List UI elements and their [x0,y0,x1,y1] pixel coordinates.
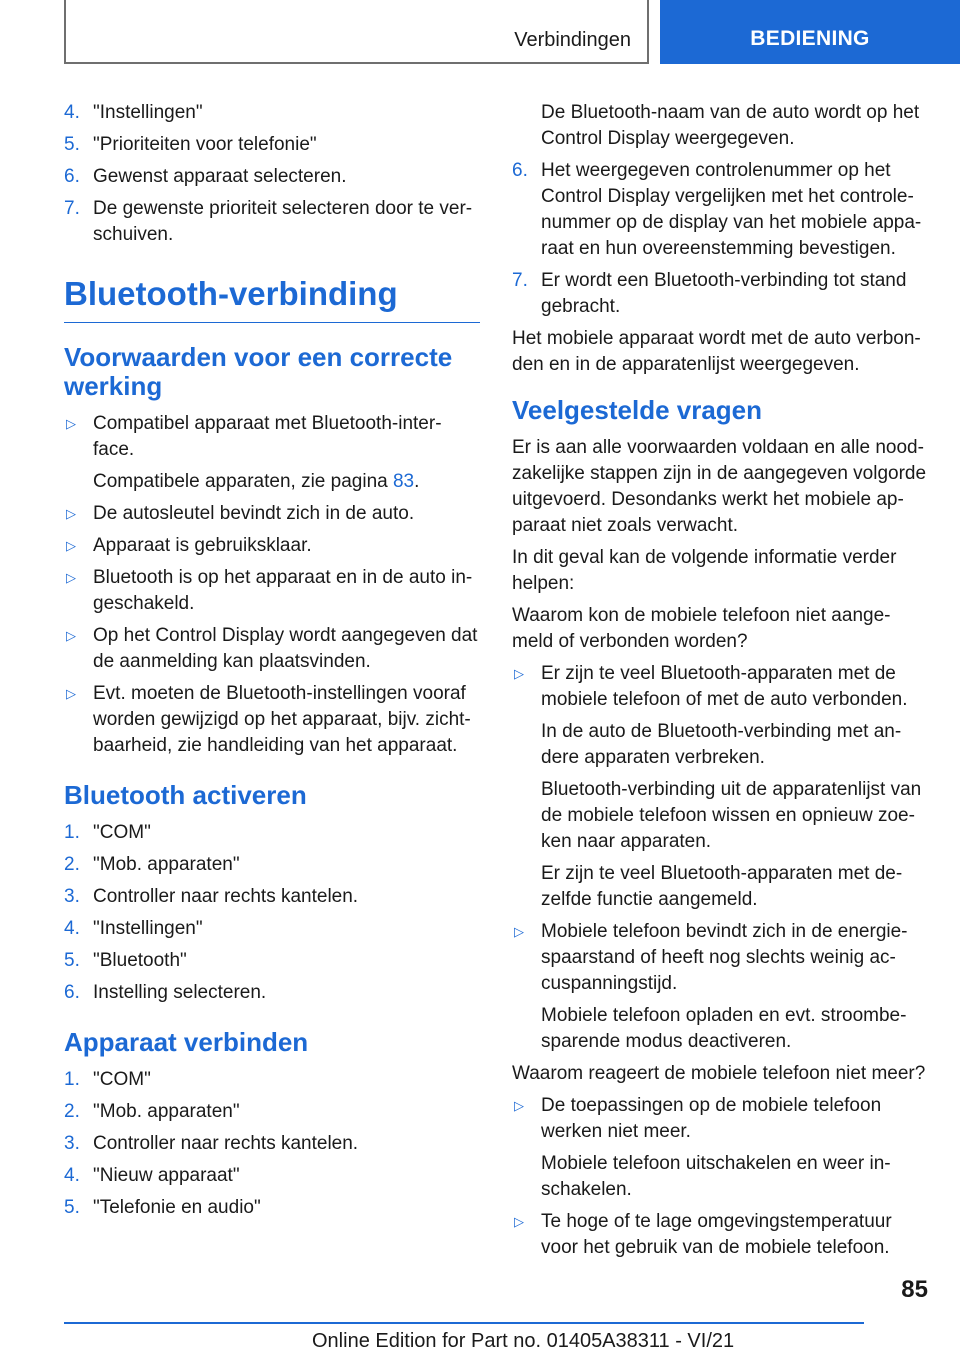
list-item: 3. Controller naar rechts kantelen. [64,1133,359,1154]
page-link[interactable]: 83 [392,471,415,492]
list-item: ▷ Op het Control Display wordt aangegeven dat de aanmelding kan plaatsvinden. [64,623,480,675]
heading-bluetooth-activeren: Bluetooth activeren [64,780,307,810]
list-item: ▷ Bluetooth is op het apparaat en in de auto in-geschakeld. [64,565,480,617]
faq-question: Waarom kon de mobiele telefoon niet aange-meld of verbonden worden? [512,605,891,652]
list-item: 5. "Prioriteiten voor telefonie" [64,134,317,155]
list-item: 1. "COM" [64,1069,151,1090]
bullet-triangle-icon: ▷ [66,538,76,553]
bullet-triangle-icon: ▷ [66,628,76,643]
faq-question: Waarom reageert de mobiele telefoon niet meer? [512,1063,926,1084]
list-item: ▷ De autosleutel bevindt zich in de auto. [64,501,480,527]
heading-bluetooth-verbinding: Bluetooth-verbinding [64,274,480,323]
bullet-triangle-icon: ▷ [514,924,524,939]
footer-divider [64,1322,864,1324]
list-item: ▷ Mobiele telefoon bevindt zich in de energie-spaarstand of heeft nog slechts weinig ac-cuspanningstijd. Mobiele telefoon opladen en evt. stroombe-sparende modus deactiveren. [512,919,928,1055]
bullet-triangle-icon: ▷ [514,1214,524,1229]
bullet-triangle-icon: ▷ [514,666,524,681]
paragraph: In dit geval kan de volgende informatie verder helpen: [512,547,897,594]
list-item: 7. Er wordt een Bluetooth-verbinding tot stand gebracht. [512,270,907,317]
heading-apparaat-verbinden: Apparaat verbinden [64,1027,309,1057]
left-column [64,100,480,1227]
list-item: 2. "Mob. apparaten" [64,1101,240,1122]
page-number: 85 [901,1276,928,1303]
paragraph: Het mobiele apparaat wordt met de auto verbon-den en in de apparatenlijst weergegeven. [512,328,921,375]
footer-edition: Online Edition for Part no. 01405A38311 - VI/21 [312,1330,735,1352]
list-item: ▷ De toepassingen op de mobiele telefoon werken niet meer. Mobiele telefoon uitschakelen en weer in-schakelen. [512,1093,928,1203]
list-item: 6. Instelling selecteren. [64,982,267,1003]
heading-voorwaarden: Voorwaarden voor een correcte werking [64,342,453,401]
list-item: 6. Het weergegeven controlenummer op het Control Display vergelijken met het controle-nummer op de display van het mobiele appa-raat en hun overeenstemming bevestigen. [512,160,922,259]
list-item: ▷ Evt. moeten de Bluetooth-instellingen vooraf worden gewijzigd op het apparaat, bijv. zicht-baarheid, zie handleiding van het apparaat. [64,681,480,759]
bullet-triangle-icon: ▷ [66,686,76,701]
header-section-title: Verbindingen [514,29,631,51]
list-item: ▷ Te hoge of te lage omgevingstemperatuur voor het gebruik van de mobiele telefoon. [512,1209,928,1261]
heading-veelgestelde-vragen: Veelgestelde vragen [512,395,763,425]
list-item: 4. "Instellingen" [64,102,203,123]
activate-steps-list [64,820,480,1006]
bullet-triangle-icon: ▷ [66,506,76,521]
step-continuation: De Bluetooth-naam van de auto wordt op het Control Display weergegeven. [541,102,920,149]
list-item: 5. "Telefonie en audio" [64,1197,261,1218]
paragraph: Er is aan alle voorwaarden voldaan en alle nood-zakelijke stappen zijn in de aangegeven volgorde uitgevoerd. Desondanks werkt het mobiele ap-paraat niet zoals verwacht. [512,437,927,536]
right-column [512,100,928,1267]
connect-steps-list [64,1067,480,1221]
list-item: 1. "COM" [64,822,151,843]
header-section-box [64,0,649,64]
list-item: ▷ Compatibel apparaat met Bluetooth-inter-face. Compatibele apparaten, zie pagina 83. [64,411,480,495]
list-item: ▷ Apparaat is gebruiksklaar. [64,533,480,559]
bullet-triangle-icon: ▷ [66,416,76,431]
steps-top-list [64,100,480,248]
list-item: ▷ Er zijn te veel Bluetooth-apparaten met de mobiele telefoon of met de auto verbonden. In de auto de Bluetooth-verbinding met an-dere apparaten verbreken. Bluetooth-verbinding uit de apparatenlijst van de mobiele telefoon wissen en opnieuw zoe-ken naar apparaten. Er zijn te veel Bluetooth-apparaten met de-zelfde functie aangemeld. [512,661,928,913]
list-item: 5. "Bluetooth" [64,950,187,971]
list-item: 6. Gewenst apparaat selecteren. [64,166,347,187]
list-item: 4. "Instellingen" [64,918,203,939]
list-item: 4. "Nieuw apparaat" [64,1165,240,1186]
header-chapter-tab[interactable]: BEDIENING [660,0,960,64]
conditions-list [64,411,480,759]
list-item: 3. Controller naar rechts kantelen. [64,886,359,907]
list-item: 7. De gewenste prioriteit selecteren door te ver-schuiven. [64,198,473,245]
bullet-triangle-icon: ▷ [514,1098,524,1113]
list-item: 2. "Mob. apparaten" [64,854,240,875]
bullet-triangle-icon: ▷ [66,570,76,585]
